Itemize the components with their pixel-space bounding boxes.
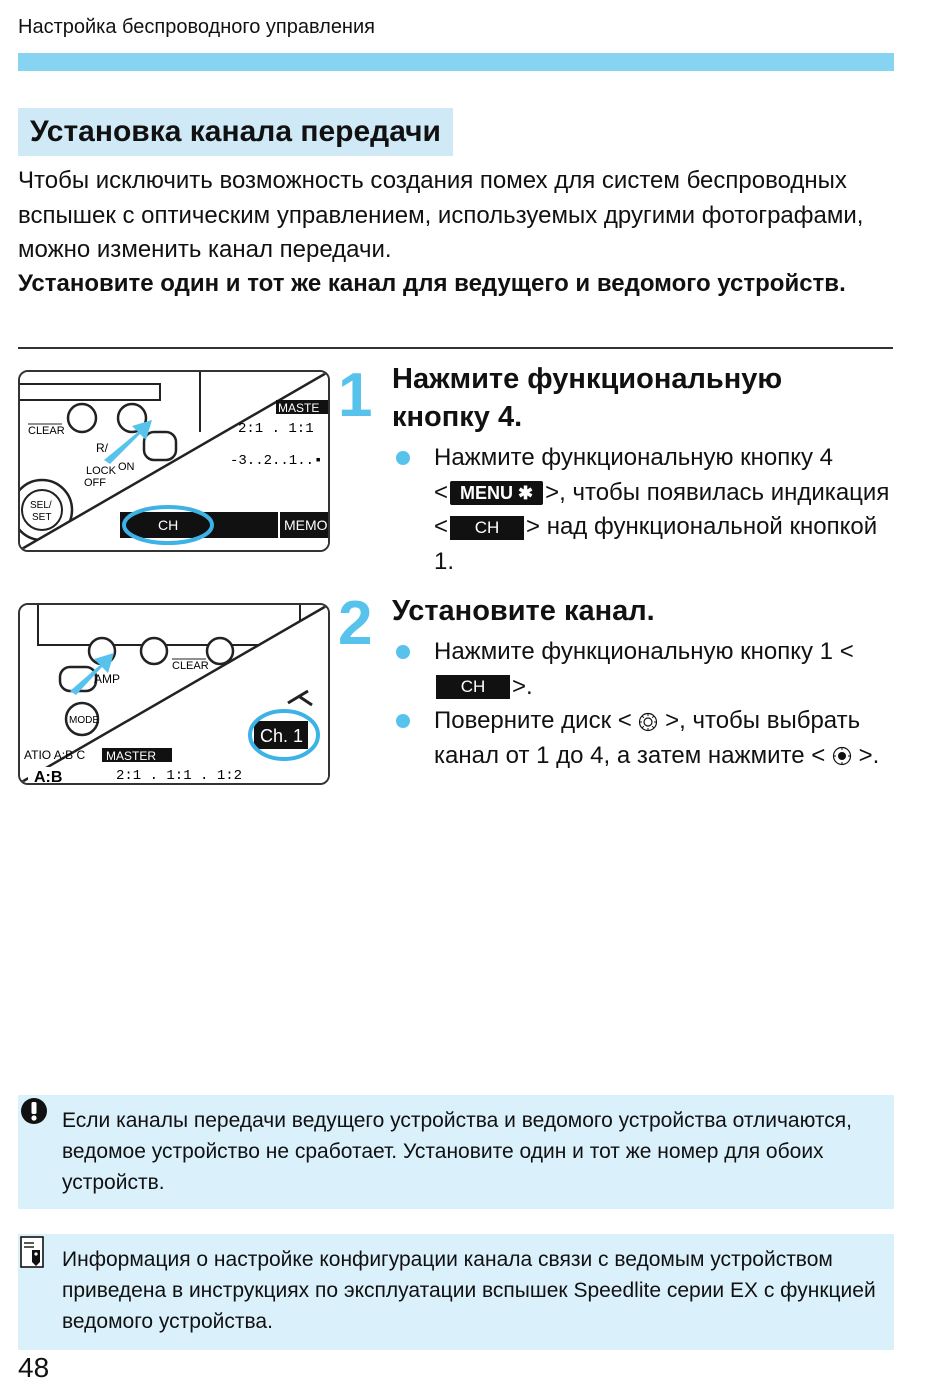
bullet-text: >.	[858, 741, 880, 769]
svg-text:ATIO A:B C: ATIO A:B C	[24, 748, 86, 762]
caution-icon	[20, 1097, 48, 1125]
svg-text:MASTE: MASTE	[278, 401, 320, 415]
svg-text:MASTER: MASTER	[106, 749, 157, 763]
ch-key-icon: CH	[436, 675, 510, 699]
svg-text:2:1 . 1:1: 2:1 . 1:1	[238, 421, 314, 437]
bullet-text: <	[434, 478, 449, 506]
intro-paragraph: Чтобы исключить возможность создания помех для систем беспроводных вспышек с оптическим управлением, используемых другими фотографами, можно изменить канал передачи.	[18, 167, 864, 263]
svg-text:MODE: MODE	[69, 715, 99, 726]
svg-text:ON: ON	[118, 461, 135, 473]
svg-text:MEMO: MEMO	[284, 517, 328, 533]
svg-text:Ch. 1: Ch. 1	[260, 726, 304, 746]
bullet-text: Поверните диск <	[434, 707, 632, 734]
svg-text:A:B: A:B	[34, 769, 63, 783]
svg-text:2:1 . 1:1 . 1:2: 2:1 . 1:1 . 1:2	[116, 768, 243, 783]
svg-text:LOCK: LOCK	[86, 465, 116, 477]
svg-text:CLEAR: CLEAR	[172, 660, 209, 672]
step-2-title: Установите канал.	[392, 595, 655, 627]
svg-text:CH: CH	[158, 517, 179, 533]
svg-text:SEL/: SEL/	[30, 500, 52, 511]
svg-text:-3..2..1..▪: -3..2..1..▪	[230, 453, 323, 469]
divider	[18, 347, 893, 349]
svg-text:R/: R/	[96, 441, 108, 455]
running-header: Настройка беспроводного управления	[18, 16, 375, 38]
step-number-1: 1	[338, 361, 373, 430]
svg-text:CLEAR: CLEAR	[28, 425, 65, 437]
bullet-text: > над функциональной кнопкой 1.	[434, 513, 878, 575]
set-button-icon	[832, 746, 852, 766]
step-2-bullet-1	[396, 635, 896, 704]
section-title: Установка канала передачи	[18, 108, 453, 156]
step-1-bullet	[396, 441, 896, 579]
info-note	[18, 1234, 894, 1350]
step-2-bullet-2	[396, 704, 896, 773]
header-bar	[18, 53, 894, 71]
quick-control-dial-icon	[638, 712, 658, 732]
lead-paragraph: Установите один и тот же канал для ведущего и ведомого устройств.	[18, 270, 846, 297]
bullet-dot	[396, 714, 410, 728]
bullet-text: >.	[512, 672, 533, 700]
menu-key-icon: MENU ✱	[450, 481, 543, 505]
step-number-2: 2	[338, 589, 373, 658]
bullet-dot	[396, 645, 410, 659]
bullet-text: >, чтобы появилась индикация <	[434, 478, 890, 540]
ch-key-icon: CH	[450, 516, 524, 540]
flash-panel-illustration-2	[20, 605, 328, 783]
svg-text:OFF: OFF	[84, 477, 106, 489]
caution-note	[18, 1095, 894, 1209]
step-1-title: Нажмите функциональную кнопку 4.	[392, 363, 783, 433]
memo-icon	[20, 1236, 44, 1268]
bullet-dot	[396, 451, 410, 465]
caution-text: Если каналы передачи ведущего устройства и ведомого устройства отличаются, ведомое устройство не сработает. Установите один и тот же номер для обоих устройств.	[62, 1109, 852, 1194]
bullet-text: >, чтобы выбрать канал от 1 до 4, а затем нажмите <	[434, 707, 861, 769]
figure-step-1	[18, 370, 330, 552]
page-number: 48	[18, 1352, 50, 1383]
figure-step-2	[18, 603, 330, 785]
info-text: Информация о настройке конфигурации канала связи с ведомым устройством приведена в инструкциях по эксплуатации вспышек Speedlite серии EX с функцией ведомого устройства.	[62, 1248, 876, 1333]
svg-text:AMP: AMP	[94, 672, 121, 686]
svg-text:SET: SET	[32, 512, 52, 523]
bullet-text: Нажмите функциональную кнопку 4	[434, 444, 834, 471]
bullet-text: Нажмите функциональную кнопку 1 <	[434, 638, 854, 665]
flash-panel-illustration-1	[20, 372, 328, 550]
